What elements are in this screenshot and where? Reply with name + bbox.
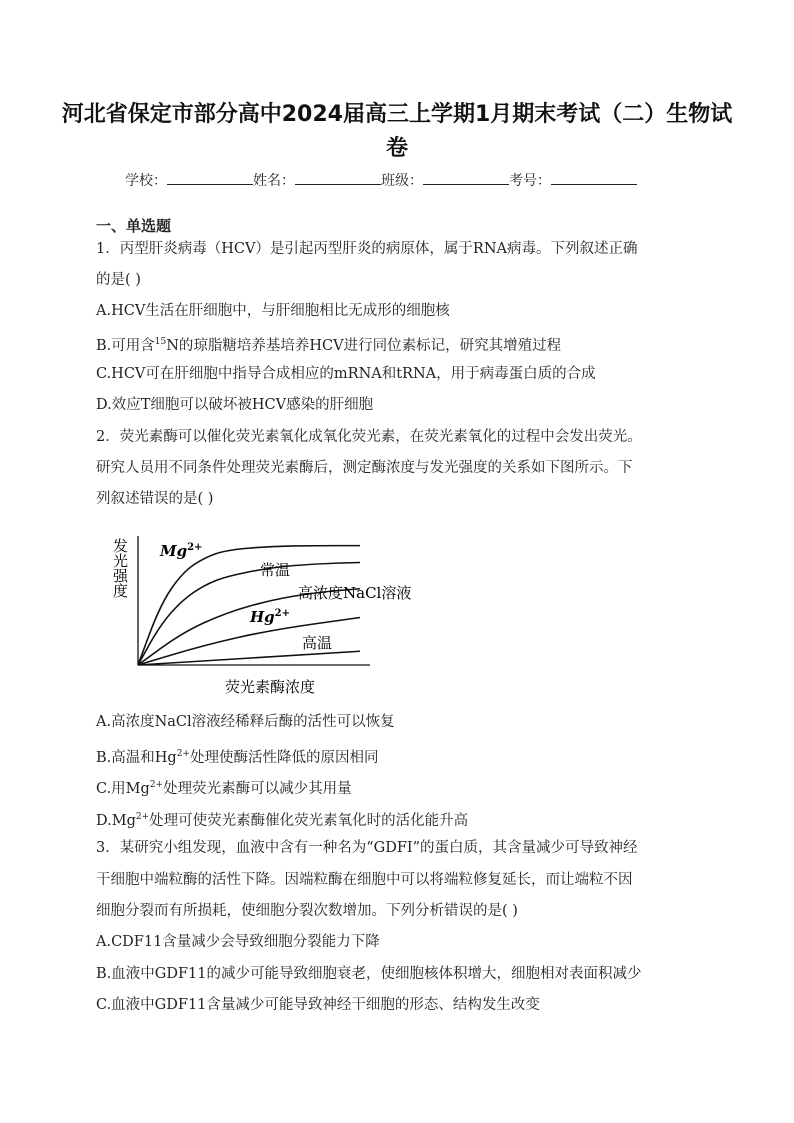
series-label-2: 高浓度NaCl溶液 bbox=[298, 584, 412, 602]
series-curve-4 bbox=[138, 651, 360, 665]
q2-stem-line-3: 列叙述错误的是( ) bbox=[96, 491, 214, 507]
q3-stem-line-3: 细胞分裂而有所损耗，使细胞分裂次数增加。下列分析错误的是( ) bbox=[96, 903, 518, 919]
q1-b-pre: B.可用含 bbox=[96, 337, 155, 354]
q3-option-a[interactable]: A.CDF11含量减少会导致细胞分裂能力下降 bbox=[96, 934, 380, 950]
q2-option-d[interactable] bbox=[96, 807, 468, 831]
q1-b-sup: 15 bbox=[154, 337, 167, 347]
number-blank[interactable] bbox=[551, 170, 637, 185]
series-label-4: 高温 bbox=[302, 634, 333, 652]
q2-b-post: 处理使酶活性降低的原因相同 bbox=[189, 749, 379, 766]
q2-c-post: 处理荧光素酶可以减少其用量 bbox=[163, 780, 352, 797]
q2-b-pre: B.高温和Hg bbox=[96, 749, 177, 766]
number-label: 考号： bbox=[509, 173, 551, 189]
q2-c-sup: 2+ bbox=[149, 780, 164, 790]
title-line-2: 卷 bbox=[385, 136, 408, 161]
q2-c-pre: C.用Mg bbox=[96, 780, 150, 797]
page-title bbox=[60, 98, 734, 166]
q2-d-sup: 2+ bbox=[135, 812, 150, 822]
series-label-3: $Hg^{2+}$ bbox=[250, 608, 291, 626]
q1-stem-line-2: 的是( ) bbox=[96, 272, 141, 288]
title-line-1: 河北省保定市部分高中2024届高三上学期1月期末考试（二）生物试 bbox=[61, 102, 733, 127]
q2-d-pre: D.Mg bbox=[96, 812, 136, 829]
q2-option-c[interactable] bbox=[96, 775, 352, 799]
q2-stem-line-1: 2．荧光素酶可以催化荧光素氧化成氧化荧光素，在荧光素氧化的过程中会发出荧光。 bbox=[96, 429, 642, 445]
q3-option-c[interactable]: C.血液中GDF11含量减少可能导致神经干细胞的形态、结构发生改变 bbox=[96, 997, 540, 1013]
q2-d-post: 处理可使荧光素酶催化荧光素氧化时的活化能升高 bbox=[149, 812, 469, 829]
q3-stem-line-1: 3．某研究小组发现，血液中含有一种名为“GDFI”的蛋白质，其含量减少可导致神经 bbox=[96, 840, 638, 856]
school-blank[interactable] bbox=[167, 170, 253, 185]
name-blank[interactable] bbox=[295, 170, 381, 185]
enzyme-chart bbox=[110, 530, 430, 700]
q1-option-b[interactable] bbox=[96, 332, 561, 356]
class-label: 班级： bbox=[381, 173, 423, 189]
q2-stem-line-2: 研究人员用不同条件处理荧光素酶后，测定酶浓度与发光强度的关系如下图所示。下 bbox=[96, 460, 633, 476]
q2-option-b[interactable] bbox=[96, 744, 378, 768]
school-label: 学校： bbox=[125, 173, 167, 189]
y-axis-label: 发光强度 bbox=[111, 538, 129, 598]
q2-option-a[interactable]: A.高浓度NaCl溶液经稀释后酶的活性可以恢复 bbox=[96, 714, 395, 730]
q3-option-b[interactable]: B.血液中GDF11的减少可能导致细胞衰老，使细胞核体积增大，细胞相对表面积减少 bbox=[96, 966, 642, 982]
q1-option-a[interactable]: A.HCV生活在肝细胞中，与肝细胞相比无成形的细胞核 bbox=[96, 303, 450, 319]
q1-stem-line-1: 1．丙型肝炎病毒（HCV）是引起丙型肝炎的病原体，属于RNA病毒。下列叙述正确 bbox=[96, 241, 638, 257]
student-info-row bbox=[125, 170, 637, 190]
q1-option-c[interactable]: C.HCV可在肝细胞中指导合成相应的mRNA和tRNA，用于病毒蛋白质的合成 bbox=[96, 366, 596, 382]
q1-b-post: N的琼脂糖培养基培养HCV进行同位素标记，研究其增殖过程 bbox=[166, 337, 562, 354]
q1-option-d[interactable]: D.效应T细胞可以破坏被HCV感染的肝细胞 bbox=[96, 397, 374, 413]
q2-b-sup: 2+ bbox=[176, 749, 190, 759]
class-blank[interactable] bbox=[423, 170, 509, 185]
name-label: 姓名： bbox=[253, 173, 295, 189]
series-label-0: $Mg^{2+}$ bbox=[160, 542, 203, 560]
q3-stem-line-2: 干细胞中端粒酶的活性下降。因端粒酶在细胞中可以将端粒修复延长，而让端粒不因 bbox=[96, 872, 633, 888]
section-heading: 一、单选题 bbox=[96, 217, 172, 235]
x-axis-label: 荧光素酶浓度 bbox=[224, 678, 316, 696]
series-label-1: 常温 bbox=[260, 561, 291, 579]
